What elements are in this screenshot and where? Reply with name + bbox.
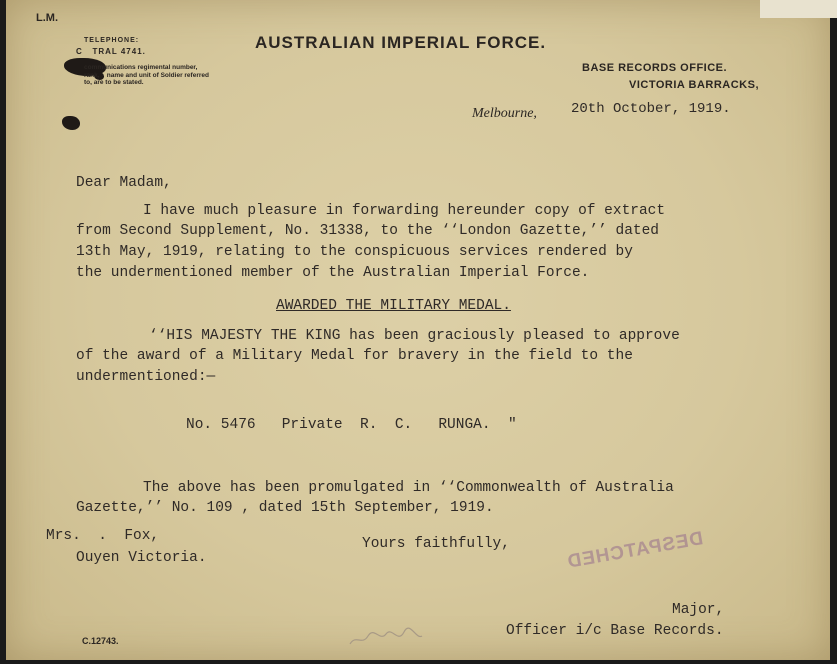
addressee-name: Mrs. . Fox, [46,528,160,544]
paragraph-line: the undermentioned member of the Australian Imperial Force. [76,265,590,281]
note-line: rank, name and unit of Soldier referred [84,71,209,79]
letter-date: 20th October, 1919. [571,101,731,117]
office-name: BASE RECORDS OFFICE. [582,62,728,74]
paragraph-line: undermentioned:— [76,369,216,385]
salutation: Dear Madam, [76,175,172,191]
addressee-address: Ouyen Victoria. [76,550,207,566]
office-location: VICTORIA BARRACKS, [629,79,760,91]
paragraph-line: from Second Supplement, No. 31338, to the ‘‘London Gazette,’’ dated [76,223,659,239]
correspondence-note [84,64,209,87]
soldier-details: No. 5476 Private R. C. RUNGA. " [186,417,517,433]
page-edge [760,0,837,18]
closing: Yours faithfully, [362,536,510,552]
note-line: to, are to be stated. [84,79,144,86]
paragraph-line: of the award of a Military Medal for bravery in the field to the [76,348,633,364]
note-line: communications regimental number, [84,64,198,71]
letter-page [6,0,830,660]
signatory-title: Officer i/c Base Records. [506,623,724,639]
form-number: C.12743. [82,636,119,646]
paragraph-line: Gazette,’’ No. 109 , dated 15th September, 1919. [76,500,494,516]
letter-city: Melbourne, [472,106,537,121]
paragraph-line: ‘‘HIS MAJESTY THE KING has been graciously pleased to approve [149,328,680,344]
telephone-label: TELEPHONE: [84,37,140,44]
paragraph-line: 13th May, 1919, relating to the conspicuous services rendered by [76,244,633,260]
signatory-rank: Major, [672,602,725,618]
punch-hole [62,116,80,130]
reference-initials: L.M. [36,12,58,24]
paragraph-line: The above has been promulgated in ‘‘Commonwealth of Australia [143,480,674,496]
telephone-number: C TRAL 4741. [76,47,146,56]
organisation-title: AUSTRALIAN IMPERIAL FORCE. [255,33,547,52]
pencil-scribble [346,626,426,650]
despatched-stamp: DESPATCHED [565,528,705,573]
award-heading: AWARDED THE MILITARY MEDAL. [276,298,511,314]
paragraph-line: I have much pleasure in forwarding hereunder copy of extract [143,203,666,219]
